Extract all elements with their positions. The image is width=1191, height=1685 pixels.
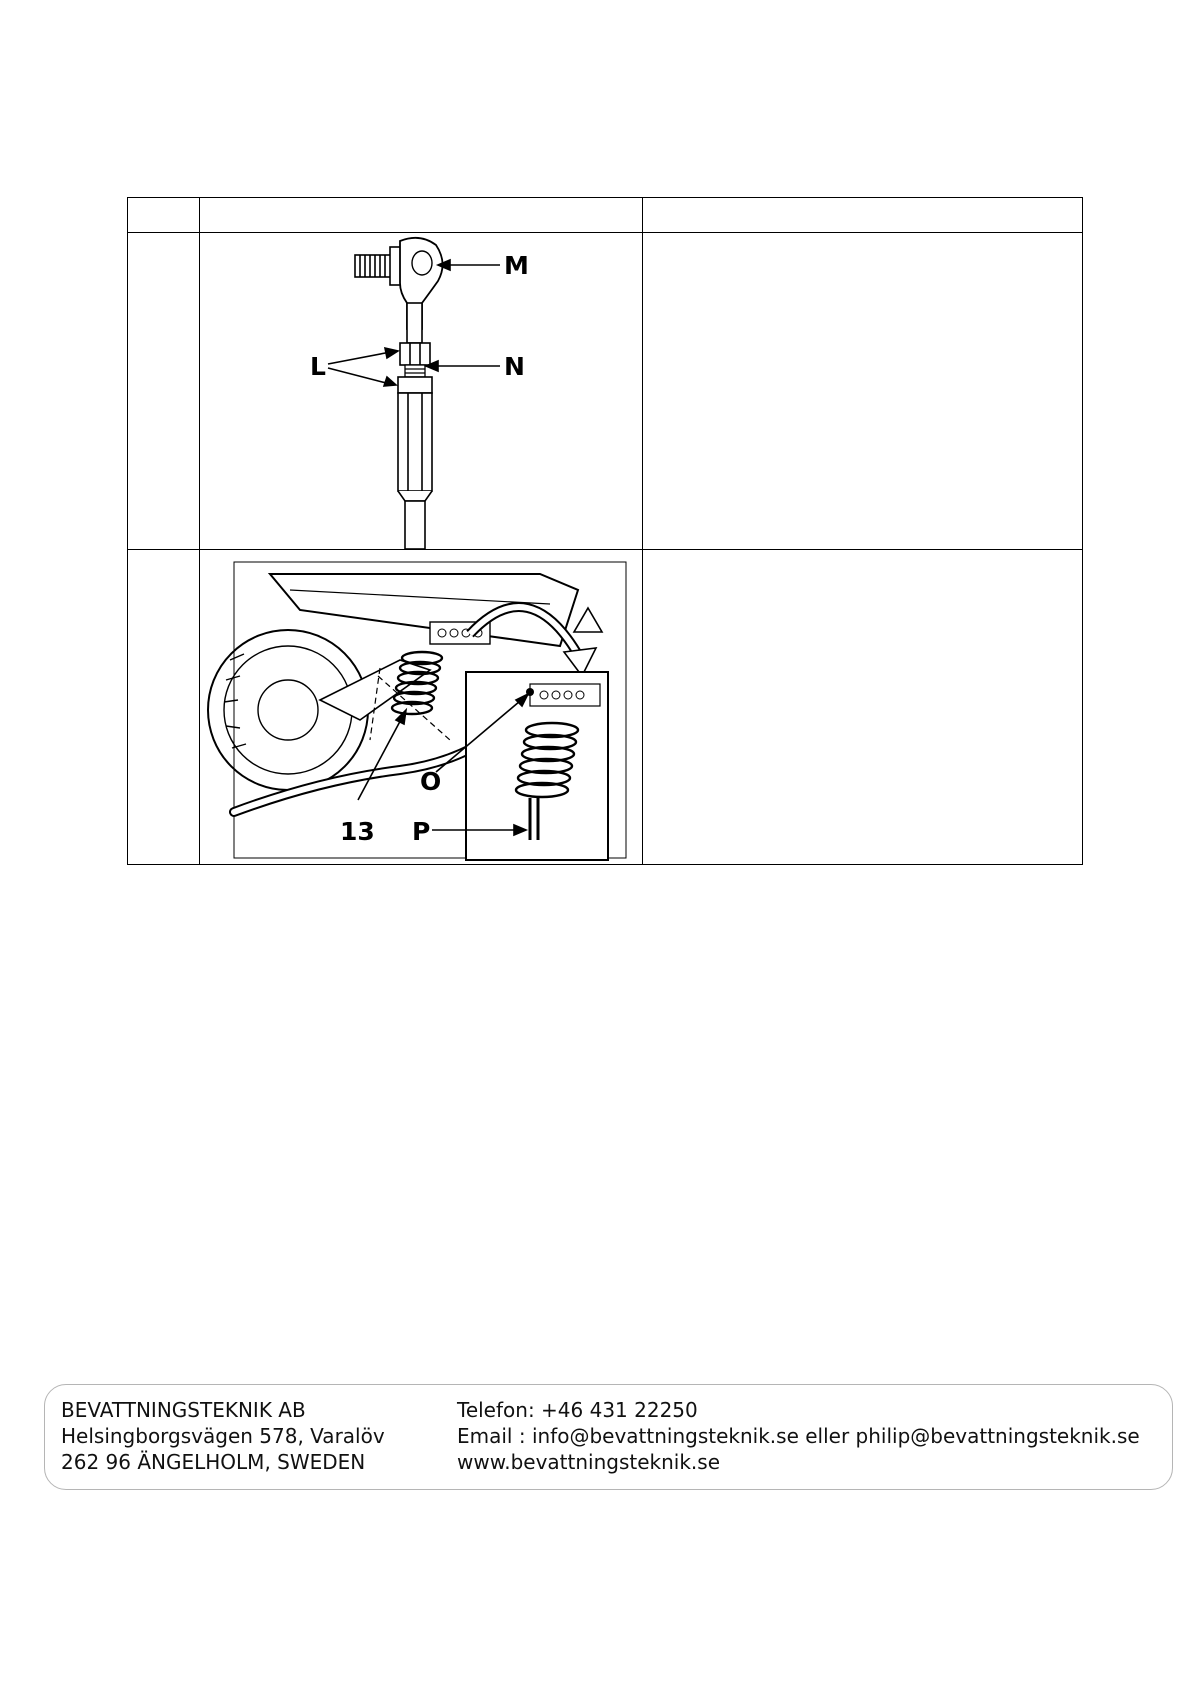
spring-adjustment-figure [200,550,642,864]
table-header-row [128,198,1083,233]
hex-tube [398,393,432,501]
address-line-1: Helsingborgsvägen 578, Varalöv [61,1424,385,1448]
phone-number: Telefon: +46 431 22250 [457,1398,698,1422]
website-link[interactable]: www.bevattningsteknik.se [457,1450,721,1474]
image-cell [200,550,643,865]
threaded-stud [355,247,402,285]
inset-detail [466,672,608,860]
callout-n: N [504,352,525,381]
callout-m: M [504,251,529,280]
description-cell [643,550,1083,865]
table-row [128,550,1083,865]
email-addresses[interactable]: Email : info@bevattningsteknik.se eller philip@bevattningsteknik.se [457,1424,1140,1448]
address-line-2: 262 96 ÄNGELHOLM, SWEDEN [61,1450,366,1474]
tie-rod-adjustment-figure [200,233,642,549]
upper-lock-nut [400,343,430,365]
callout-p: P [412,817,431,846]
thread-section [405,365,425,377]
header-description-cell [643,198,1083,233]
header-image-cell [200,198,643,233]
header-step-cell [128,198,200,233]
step-cell [128,233,200,550]
step-cell [128,550,200,865]
procedure-table [127,197,1083,865]
lower-lock-nut [398,377,432,393]
table-row [128,233,1083,550]
company-footer [44,1384,1173,1490]
callout-l: L [310,352,326,381]
footer-contact-block [457,1397,1140,1475]
footer-address-block [61,1397,385,1475]
description-cell [643,233,1083,550]
image-cell [200,233,643,550]
company-name: BEVATTNINGSTEKNIK AB [61,1398,306,1422]
callout-13: 13 [340,817,375,846]
callout-o: O [420,767,442,796]
